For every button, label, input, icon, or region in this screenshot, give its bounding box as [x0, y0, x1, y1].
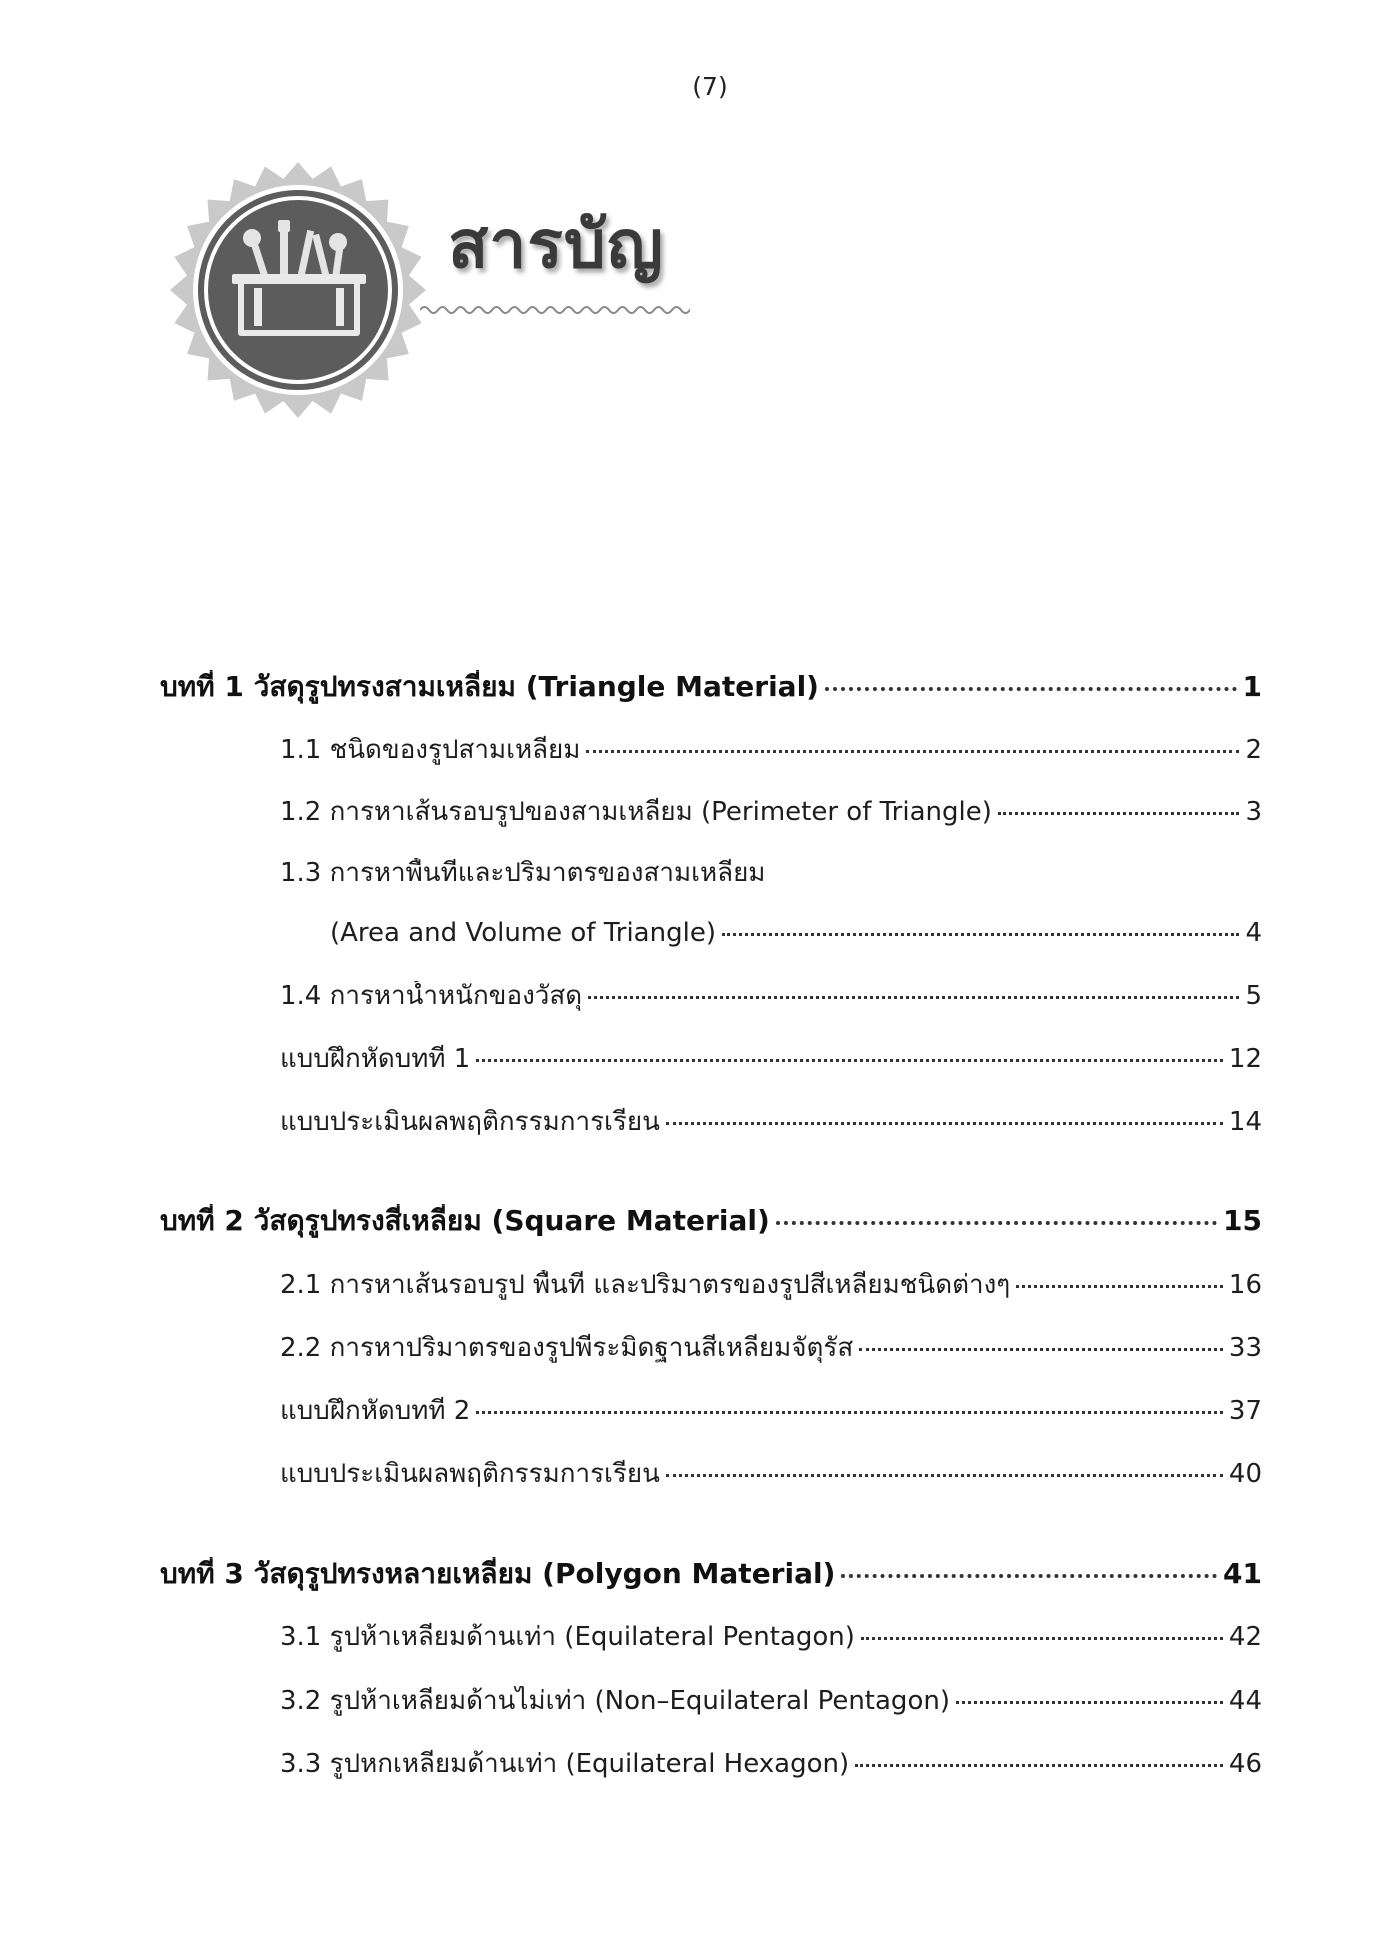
- dot-leader: [956, 1701, 1223, 1704]
- toc-label: 1.2 การหาเส้นรอบรูปของสามเหลี่ยม (Perimeter of Triangle): [280, 797, 992, 827]
- dot-leader: [861, 1637, 1223, 1640]
- toc-label: 2.2 การหาปริมาตรของรูปพีระมิดฐานสี่เหลี่ยมจัตุรัส: [280, 1333, 854, 1363]
- toc-label: 3.3 รูปหกเหลี่ยมด้านเท่า (Equilateral Hexagon): [280, 1749, 850, 1779]
- toc-entry: [280, 797, 1262, 828]
- toc-page-number: 2: [1245, 735, 1262, 765]
- toc-entry: [280, 858, 1262, 889]
- dot-leader: [476, 1059, 1223, 1062]
- toc-page-number: 14: [1228, 1107, 1262, 1137]
- toc-label: 3.1 รูปห้าเหลี่ยมด้านเท่า (Equilateral Pentagon): [280, 1622, 855, 1652]
- toc-page-number: 33: [1228, 1333, 1262, 1363]
- dot-leader: [859, 1348, 1223, 1351]
- toc-entry: [280, 1622, 1262, 1653]
- toc-entry: [280, 1686, 1262, 1717]
- dot-leader: [776, 1221, 1217, 1225]
- toc-page-number: 41: [1223, 1557, 1262, 1590]
- toc-page-number: 37: [1228, 1396, 1262, 1426]
- toc-label: บทที่ 1 วัสดุรูปทรงสามเหลี่ยม (Triangle Material): [160, 670, 819, 703]
- toc-page-number: 4: [1245, 918, 1262, 948]
- page-title: สารบัญ: [448, 206, 664, 283]
- toc-entry: [280, 1749, 1262, 1780]
- toc-label: แบบประเมินผลพฤติกรรมการเรียน: [280, 1107, 660, 1137]
- dot-leader: [588, 996, 1239, 999]
- toc-page-number: 1: [1242, 670, 1262, 703]
- toc-entry: [280, 1333, 1262, 1364]
- toc-chapter: [160, 1204, 1262, 1238]
- page-number: (7): [692, 72, 728, 101]
- toc-entry: [280, 1396, 1262, 1427]
- dot-leader: [998, 812, 1240, 815]
- dot-leader: [476, 1411, 1223, 1414]
- dot-leader: [855, 1764, 1223, 1767]
- toc-chapter: [160, 670, 1262, 704]
- toc-label: 1.3 การหาพื้นที่และปริมาตรของสามเหลี่ยม: [280, 858, 766, 888]
- toc-page-number: 42: [1228, 1622, 1262, 1652]
- dot-leader: [666, 1122, 1223, 1125]
- toc-label: 1.1 ชนิดของรูปสามเหลี่ยม: [280, 735, 581, 765]
- dot-leader: [586, 750, 1239, 753]
- dot-leader: [1016, 1285, 1223, 1288]
- toc-chapter: [160, 1557, 1262, 1591]
- toc-page-number: 16: [1228, 1270, 1262, 1300]
- dot-leader: [825, 687, 1237, 691]
- dot-leader: [841, 1574, 1217, 1578]
- toc-label: 3.2 รูปห้าเหลี่ยมด้านไม่เท่า (Non–Equilateral Pentagon): [280, 1686, 950, 1716]
- toc-label: แบบฝึกหัดบทที่ 1: [280, 1044, 471, 1074]
- toc-label: แบบฝึกหัดบทที่ 2: [280, 1396, 471, 1426]
- toc-entry: [330, 918, 1262, 949]
- toc-label: 2.1 การหาเส้นรอบรูป พื้นที่ และปริมาตรของรูปสี่เหลี่ยมชนิดต่างๆ: [280, 1270, 1011, 1300]
- toc-entry: [280, 1044, 1262, 1075]
- toc-label: แบบประเมินผลพฤติกรรมการเรียน: [280, 1459, 660, 1489]
- toc-page-number: 3: [1245, 797, 1262, 827]
- toc-label: 1.4 การหาน้ำหนักของวัสดุ: [280, 981, 583, 1011]
- toc-page-number: 5: [1245, 981, 1262, 1011]
- toc-label: บทที่ 2 วัสดุรูปทรงสี่เหลี่ยม (Square Material): [160, 1204, 770, 1237]
- toc-entry: [280, 981, 1262, 1012]
- toc-entry: [280, 1459, 1262, 1490]
- toc-label: บทที่ 3 วัสดุรูปทรงหลายเหลี่ยม (Polygon Material): [160, 1557, 836, 1590]
- dot-leader: [666, 1474, 1223, 1477]
- toc-label: (Area and Volume of Triangle): [330, 918, 716, 948]
- toc-page-number: 12: [1228, 1044, 1262, 1074]
- toc-page-number: 40: [1228, 1459, 1262, 1489]
- toc-entry: [280, 1270, 1262, 1301]
- toc-page-number: 46: [1228, 1749, 1262, 1779]
- toc-entry: [280, 735, 1262, 766]
- toc-page-number: 15: [1223, 1204, 1262, 1237]
- toc-page-number: 44: [1228, 1686, 1262, 1716]
- toc-entry: [280, 1107, 1262, 1138]
- dot-leader: [722, 933, 1239, 936]
